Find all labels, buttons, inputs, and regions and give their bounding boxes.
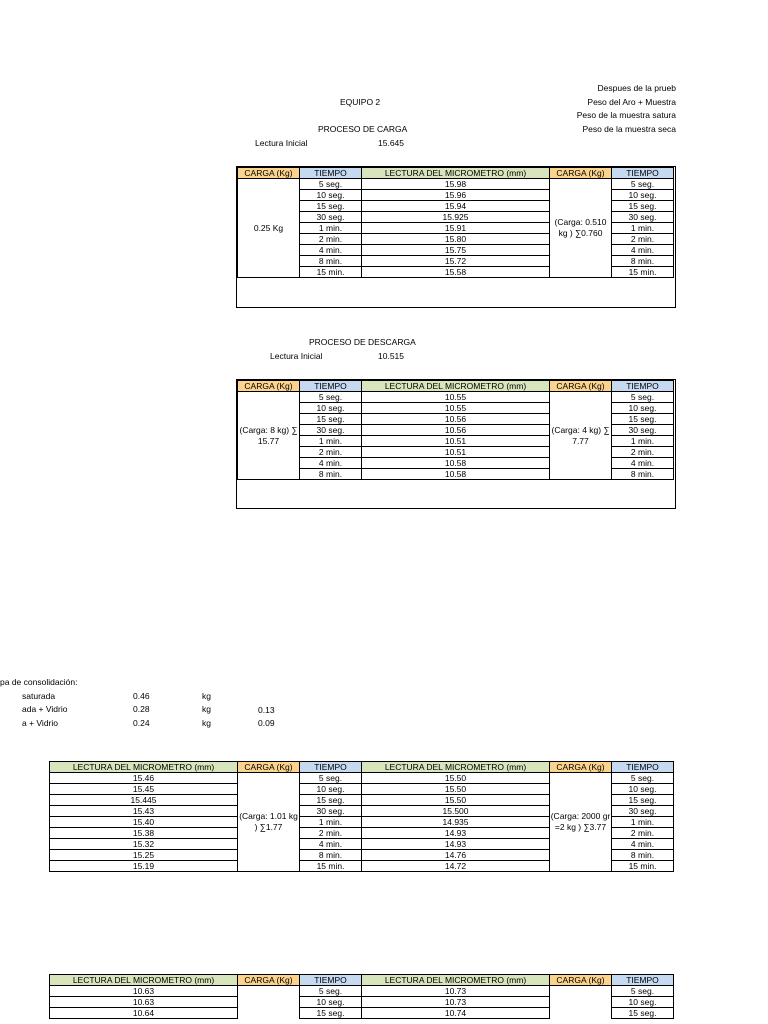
col-header-lectura: LECTURA DEL MICROMETRO (mm) xyxy=(362,975,550,986)
col-header-tiempo: TIEMPO xyxy=(300,762,362,773)
tiempo-cell: 4 min. xyxy=(300,839,362,850)
lectura-cell: 10.58 xyxy=(362,458,550,469)
cons-row-unit: kg xyxy=(202,718,211,728)
col-header-lectura: LECTURA DEL MICROMETRO (mm) xyxy=(362,762,550,773)
carga-cell xyxy=(550,986,612,997)
table-row xyxy=(50,997,674,1008)
tiempo-cell: 10 seg. xyxy=(612,403,674,414)
proceso-carga-title: PROCESO DE CARGA xyxy=(318,124,408,134)
lectura-cell: 10.55 xyxy=(362,403,550,414)
lectura-cell: 15.50 xyxy=(362,773,550,784)
lectura-cell: 10.55 xyxy=(362,392,550,403)
tiempo-cell: 15 seg. xyxy=(300,201,362,212)
tiempo-cell: 5 seg. xyxy=(300,986,362,997)
carga-cell: (Carga: 8 kg) ∑ 15.77 xyxy=(238,392,300,480)
tiempo-cell: 30 seg. xyxy=(612,212,674,223)
col-header-tiempo: TIEMPO xyxy=(612,762,674,773)
tiempo-cell: 15 seg. xyxy=(612,201,674,212)
note-peso-aro: Peso del Aro + Muestra xyxy=(587,97,676,107)
tiempo-cell: 30 seg. xyxy=(300,212,362,223)
tiempo-cell: 1 min. xyxy=(300,817,362,828)
tiempo-cell: 8 min. xyxy=(612,256,674,267)
lectura-cell: 15.45 xyxy=(50,784,238,795)
tiempo-cell: 15 seg. xyxy=(300,795,362,806)
lectura-cell: 15.19 xyxy=(50,861,238,872)
col-header-tiempo: TIEMPO xyxy=(300,381,362,392)
tiempo-cell: 15 seg. xyxy=(300,414,362,425)
lectura-cell: 15.925 xyxy=(362,212,550,223)
cons-row-extra: 0.13 xyxy=(258,705,275,715)
cons-row-label: ada + Vidrio xyxy=(22,704,68,714)
tiempo-cell: 8 min. xyxy=(300,256,362,267)
equipo-title: EQUIPO 2 xyxy=(340,97,381,107)
carga-cell xyxy=(550,997,612,1008)
lectura-cell: 14.93 xyxy=(362,839,550,850)
carga-cell: (Carga: 4 kg) ∑ 7.77 xyxy=(550,392,612,480)
lectura-cell: 15.46 xyxy=(50,773,238,784)
lectura-cell: 15.43 xyxy=(50,806,238,817)
tiempo-cell: 30 seg. xyxy=(300,425,362,436)
lectura-cell: 10.51 xyxy=(362,447,550,458)
tiempo-cell: 15 min. xyxy=(300,861,362,872)
cons-row-value: 0.28 xyxy=(133,704,150,714)
lectura-cell: 15.500 xyxy=(362,806,550,817)
lectura-cell: 10.51 xyxy=(362,436,550,447)
lectura-cell: 15.25 xyxy=(50,850,238,861)
lectura-cell: 15.91 xyxy=(362,223,550,234)
tiempo-cell: 1 min. xyxy=(612,817,674,828)
tiempo-cell: 2 min. xyxy=(612,447,674,458)
lectura-inicial-value: 15.645 xyxy=(378,138,404,148)
col-header-lectura: LECTURA DEL MICROMETRO (mm) xyxy=(50,975,238,986)
tiempo-cell: 4 min. xyxy=(612,839,674,850)
lectura-cell: 15.50 xyxy=(362,784,550,795)
col-header-carga: CARGA (Kg) xyxy=(238,762,300,773)
carga-cell xyxy=(238,986,300,997)
tiempo-cell: 5 seg. xyxy=(612,179,674,190)
col-header-lectura: LECTURA DEL MICROMETRO (mm) xyxy=(362,381,550,392)
table-row xyxy=(50,773,674,784)
cons-row-extra: 0.09 xyxy=(258,718,275,728)
lectura-cell: 14.72 xyxy=(362,861,550,872)
carga-table-3 xyxy=(49,761,674,872)
tiempo-cell: 10 seg. xyxy=(300,784,362,795)
descarga-table xyxy=(237,380,674,480)
descarga-lectura-inicial-value: 10.515 xyxy=(378,351,404,361)
lectura-inicial-label: Lectura Inicial xyxy=(255,138,308,148)
lectura-cell: 15.72 xyxy=(362,256,550,267)
col-header-tiempo: TIEMPO xyxy=(612,381,674,392)
tiempo-cell: 30 seg. xyxy=(300,806,362,817)
tiempo-cell: 1 min. xyxy=(300,223,362,234)
tiempo-cell: 5 seg. xyxy=(612,773,674,784)
lectura-cell: 10.63 xyxy=(50,997,238,1008)
tiempo-cell: 2 min. xyxy=(612,828,674,839)
tiempo-cell: 10 seg. xyxy=(612,997,674,1008)
tiempo-cell: 5 seg. xyxy=(612,986,674,997)
col-header-carga: CARGA (Kg) xyxy=(238,975,300,986)
tiempo-cell: 5 seg. xyxy=(300,179,362,190)
col-header-carga: CARGA (Kg) xyxy=(238,168,300,179)
lectura-cell: 15.96 xyxy=(362,190,550,201)
note-peso-seca: Peso de la muestra seca xyxy=(582,124,676,134)
tiempo-cell: 1 min. xyxy=(300,436,362,447)
col-header-tiempo: TIEMPO xyxy=(612,975,674,986)
lectura-cell: 10.56 xyxy=(362,425,550,436)
col-header-carga: CARGA (Kg) xyxy=(550,975,612,986)
consolidacion-title: pa de consolidación: xyxy=(0,677,78,687)
lectura-cell: 14.93 xyxy=(362,828,550,839)
col-header-lectura: LECTURA DEL MICROMETRO (mm) xyxy=(50,762,238,773)
carga-cell: (Carga: 2000 gr =2 kg ) ∑3.77 xyxy=(550,773,612,872)
tiempo-cell: 8 min. xyxy=(612,850,674,861)
tiempo-cell: 15 seg. xyxy=(612,795,674,806)
lectura-cell: 15.58 xyxy=(362,267,550,278)
table-row xyxy=(238,392,674,403)
lectura-cell: 10.73 xyxy=(362,986,550,997)
table-row xyxy=(50,986,674,997)
tiempo-cell: 15 seg. xyxy=(612,1008,674,1019)
col-header-tiempo: TIEMPO xyxy=(612,168,674,179)
lectura-cell: 15.32 xyxy=(50,839,238,850)
tiempo-cell: 4 min. xyxy=(612,245,674,256)
tiempo-cell: 10 seg. xyxy=(300,190,362,201)
lectura-cell: 10.73 xyxy=(362,997,550,1008)
col-header-tiempo: TIEMPO xyxy=(300,975,362,986)
tiempo-cell: 8 min. xyxy=(300,850,362,861)
lectura-cell: 14.76 xyxy=(362,850,550,861)
tiempo-cell: 30 seg. xyxy=(612,806,674,817)
tiempo-cell: 15 seg. xyxy=(612,414,674,425)
tiempo-cell: 2 min. xyxy=(300,234,362,245)
cons-row-label: saturada xyxy=(22,691,56,701)
lectura-cell: 10.56 xyxy=(362,414,550,425)
col-header-carga: CARGA (Kg) xyxy=(550,168,612,179)
tiempo-cell: 4 min. xyxy=(612,458,674,469)
tiempo-cell: 10 seg. xyxy=(300,403,362,414)
cons-row-label: a + Vidrio xyxy=(22,718,58,728)
cons-row-unit: kg xyxy=(202,704,211,714)
col-header-lectura: LECTURA DEL MICROMETRO (mm) xyxy=(362,168,550,179)
lectura-cell: 15.38 xyxy=(50,828,238,839)
table-row xyxy=(238,179,674,190)
tiempo-cell: 5 seg. xyxy=(300,773,362,784)
carga-cell: (Carga: 0.510 kg ) ∑0.760 xyxy=(550,179,612,278)
lectura-cell: 15.98 xyxy=(362,179,550,190)
carga-cell xyxy=(238,997,300,1008)
carga-table-1 xyxy=(237,167,674,278)
proceso-descarga-title: PROCESO DE DESCARGA xyxy=(309,337,416,347)
carga-cell: (Carga: 1.01 kg ) ∑1.77 xyxy=(238,773,300,872)
tiempo-cell: 1 min. xyxy=(612,436,674,447)
carga-cell xyxy=(238,1008,300,1019)
tiempo-cell: 8 min. xyxy=(300,469,362,480)
lectura-cell: 15.50 xyxy=(362,795,550,806)
lectura-cell: 10.64 xyxy=(50,1008,238,1019)
tiempo-cell: 4 min. xyxy=(300,245,362,256)
lectura-cell: 15.75 xyxy=(362,245,550,256)
lectura-cell: 10.74 xyxy=(362,1008,550,1019)
lectura-cell: 10.63 xyxy=(50,986,238,997)
lectura-cell: 10.58 xyxy=(362,469,550,480)
tiempo-cell: 1 min. xyxy=(612,223,674,234)
tiempo-cell: 30 seg. xyxy=(612,425,674,436)
col-header-carga: CARGA (Kg) xyxy=(238,381,300,392)
tiempo-cell: 15 min. xyxy=(300,267,362,278)
tiempo-cell: 4 min. xyxy=(300,458,362,469)
tiempo-cell: 10 seg. xyxy=(300,997,362,1008)
tiempo-cell: 2 min. xyxy=(300,447,362,458)
tiempo-cell: 10 seg. xyxy=(612,190,674,201)
note-despues: Despues de la prueb xyxy=(597,83,676,93)
col-header-tiempo: TIEMPO xyxy=(300,168,362,179)
col-header-carga: CARGA (Kg) xyxy=(550,381,612,392)
lectura-cell: 15.445 xyxy=(50,795,238,806)
carga-cell xyxy=(550,1008,612,1019)
cons-row-value: 0.46 xyxy=(133,691,150,701)
tiempo-cell: 15 min. xyxy=(612,267,674,278)
carga-cell: 0.25 Kg xyxy=(238,179,300,278)
tiempo-cell: 2 min. xyxy=(300,828,362,839)
tiempo-cell: 5 seg. xyxy=(300,392,362,403)
lectura-cell: 15.40 xyxy=(50,817,238,828)
tiempo-cell: 15 min. xyxy=(612,861,674,872)
tiempo-cell: 5 seg. xyxy=(612,392,674,403)
lectura-cell: 15.94 xyxy=(362,201,550,212)
lectura-cell: 14.935 xyxy=(362,817,550,828)
table-row xyxy=(50,1008,674,1019)
cons-row-value: 0.24 xyxy=(133,718,150,728)
descarga-lectura-inicial-label: Lectura Inicial xyxy=(270,351,323,361)
tiempo-cell: 15 seg. xyxy=(300,1008,362,1019)
tiempo-cell: 2 min. xyxy=(612,234,674,245)
cons-row-unit: kg xyxy=(202,691,211,701)
note-peso-saturada: Peso de la muestra satura xyxy=(576,110,676,120)
tiempo-cell: 8 min. xyxy=(612,469,674,480)
col-header-carga: CARGA (Kg) xyxy=(550,762,612,773)
carga-table-4 xyxy=(49,974,674,1019)
tiempo-cell: 10 seg. xyxy=(612,784,674,795)
lectura-cell: 15.80 xyxy=(362,234,550,245)
